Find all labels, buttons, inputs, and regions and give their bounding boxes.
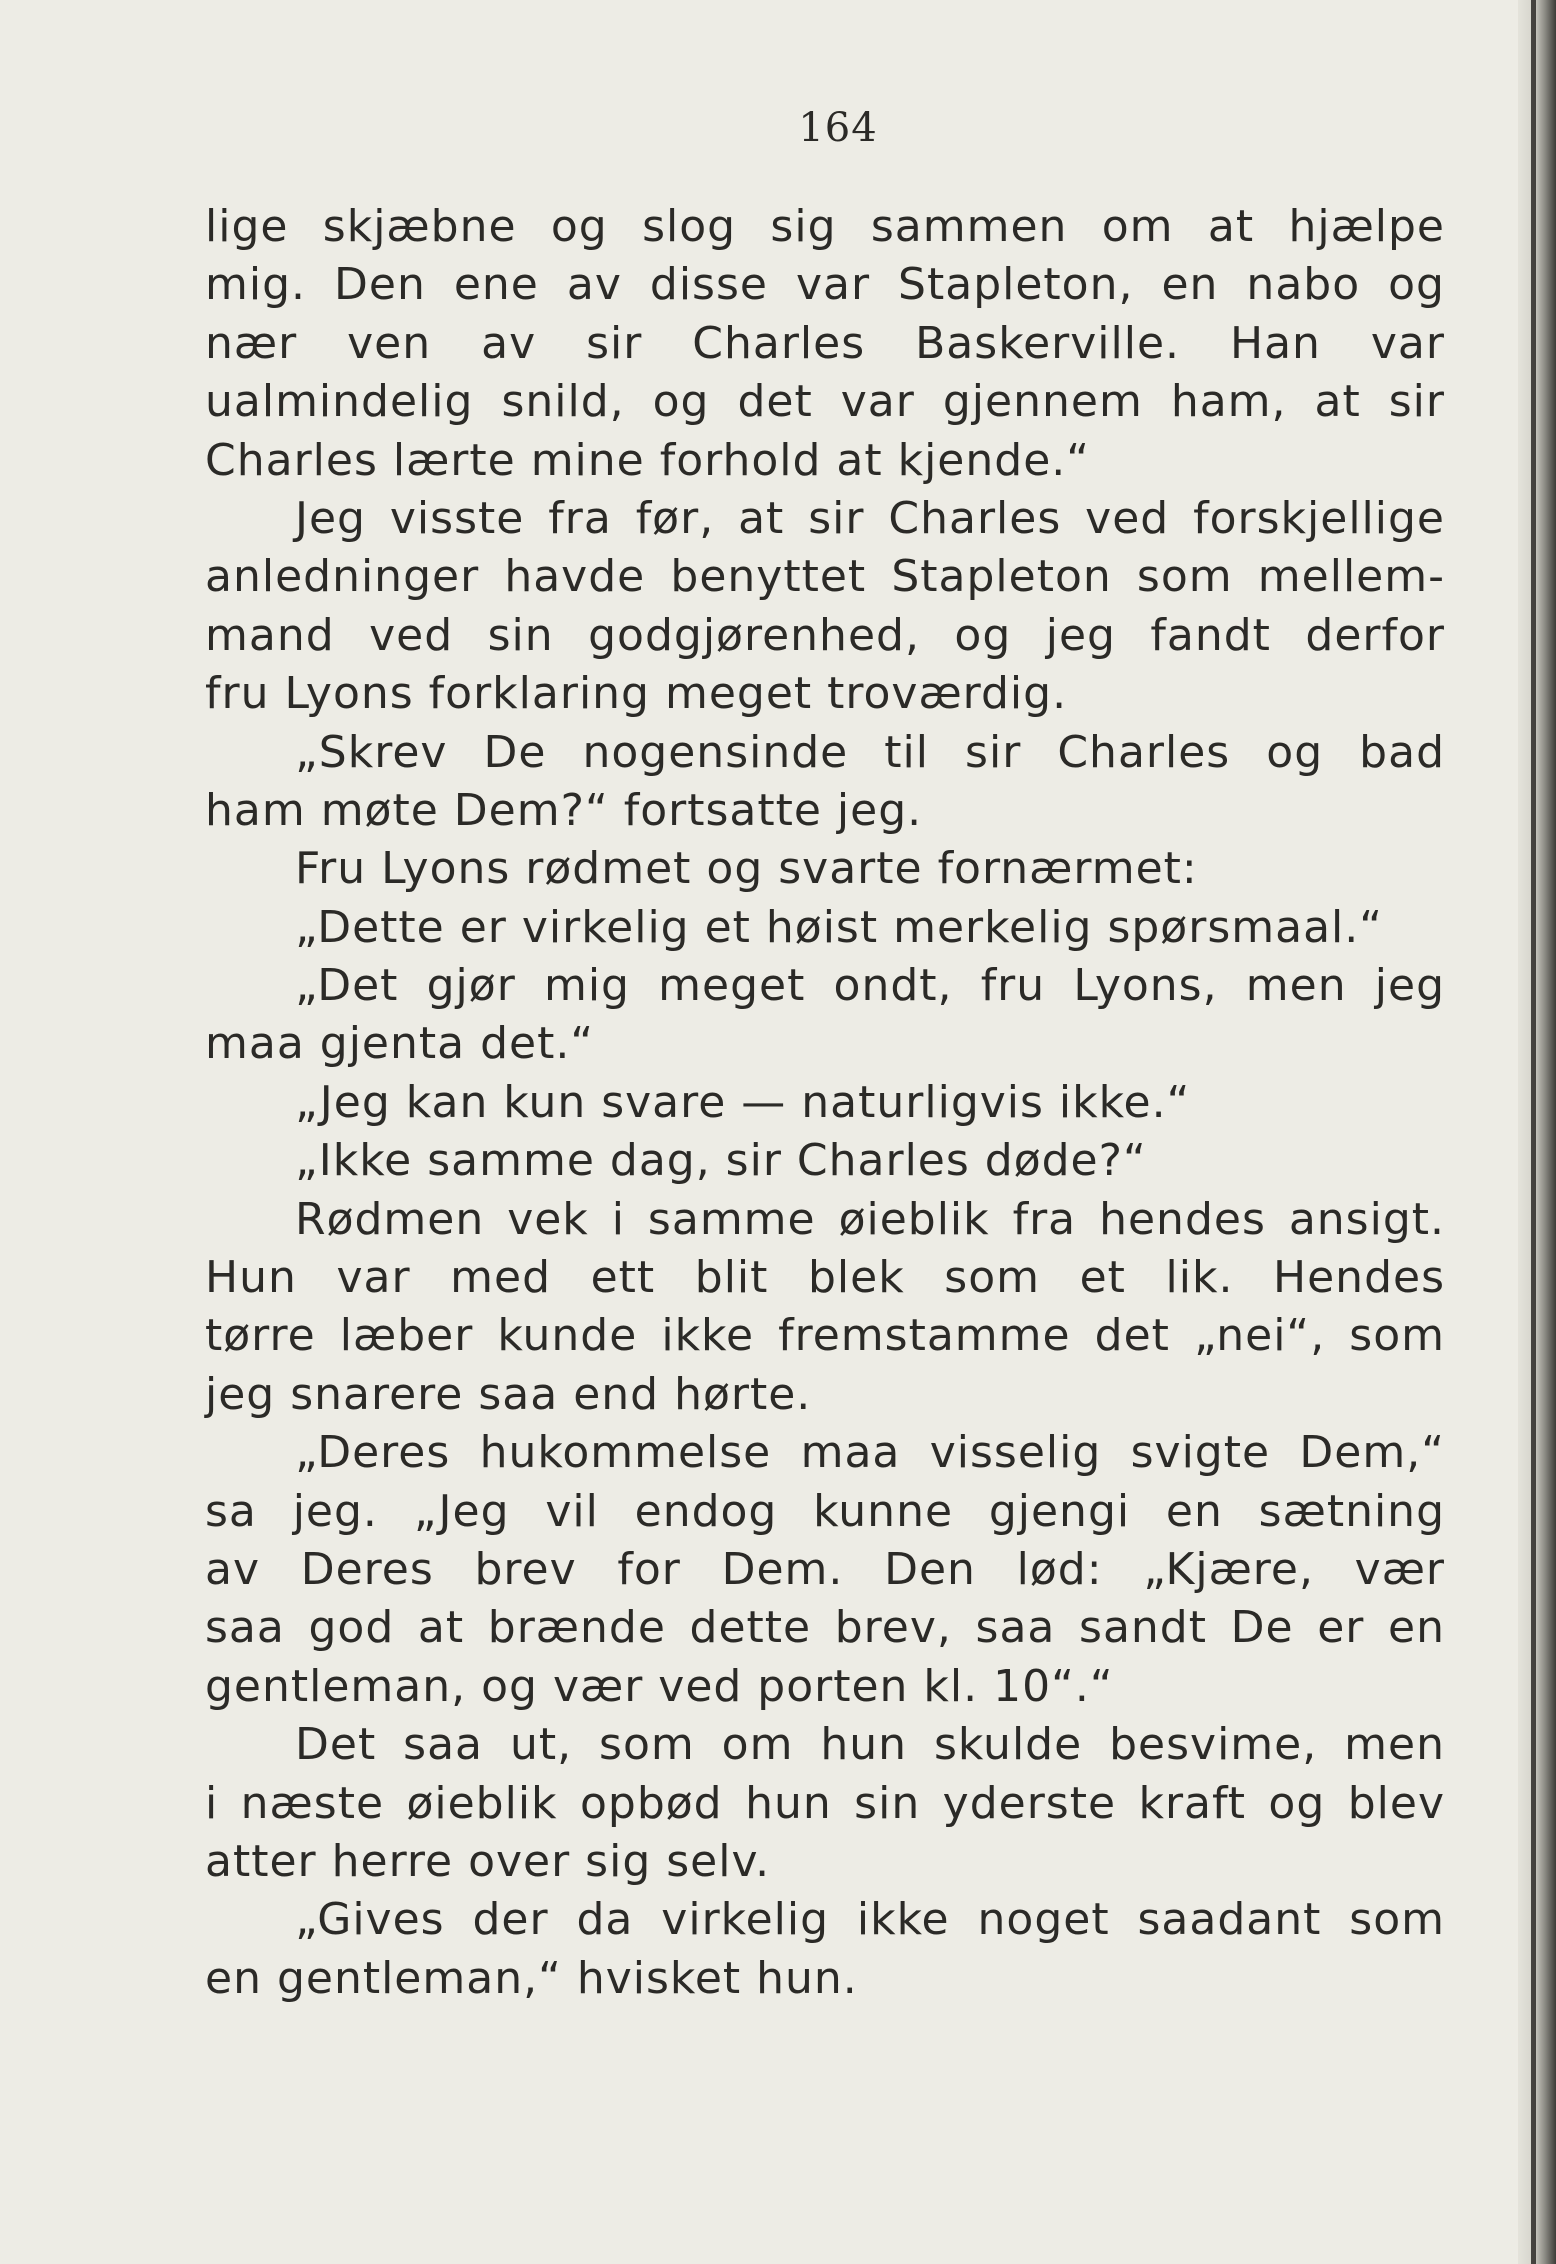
text-line: „Skrev De nogensinde til sir Charles og bad <box>295 726 1445 778</box>
text-line: „Deres hukommelse maa visselig svigte Dem,“ <box>295 1427 1445 1479</box>
text-line: „Gives der da virkelig ikke noget saadant som <box>295 1894 1445 1946</box>
text-line: gentleman, og vær ved porten kl. 10“.“ <box>205 1660 1114 1712</box>
text-line: sa jeg. „Jeg vil endog kunne gjengi en sætning <box>205 1485 1445 1537</box>
text-line: Det saa ut, som om hun skulde besvime, men <box>295 1719 1445 1771</box>
body-text <box>205 198 1445 2008</box>
text-line: „Jeg kan kun svare — naturligvis ikke.“ <box>295 1076 1191 1128</box>
text-line: mand ved sin godgjørenhed, og jeg fandt derfor <box>205 609 1445 661</box>
text-line: fru Lyons forklaring meget troværdig. <box>205 668 1068 720</box>
text-line: Rødmen vek i samme øieblik fra hendes ansigt. <box>295 1193 1445 1245</box>
text-line: saa god at brænde dette brev, saa sandt De er en <box>205 1602 1445 1654</box>
text-line: „Ikke samme dag, sir Charles døde?“ <box>295 1135 1147 1187</box>
text-line: Charles lærte mine forhold at kjende.“ <box>205 434 1091 486</box>
text-line: mig. Den ene av disse var Stapleton, en nabo og <box>205 259 1445 311</box>
text-line: maa gjenta det.“ <box>205 1018 595 1070</box>
text-line: ham møte Dem?“ fortsatte jeg. <box>205 784 923 836</box>
text-line: ualmindelig snild, og det var gjennem ham, at sir <box>205 376 1445 428</box>
text-line: lige skjæbne og slog sig sammen om at hjælpe <box>205 201 1445 252</box>
text-line: i næste øieblik opbød hun sin yderste kraft og blev <box>205 1777 1445 1829</box>
text-line: atter herre over sig selv. <box>205 1835 771 1887</box>
page-binding-line <box>1531 0 1536 2264</box>
text-line: „Dette er virkelig et høist merkelig spørsmaal.“ <box>295 901 1384 953</box>
text-line: anledninger havde benyttet Stapleton som mellem- <box>205 551 1445 603</box>
text-line: nær ven av sir Charles Baskerville. Han var <box>205 317 1445 369</box>
text-line: Jeg visste fra før, at sir Charles ved forskjellige <box>295 492 1445 544</box>
text-line: „Det gjør mig meget ondt, fru Lyons, men jeg <box>295 960 1445 1012</box>
text-line: jeg snarere saa end hørte. <box>205 1368 812 1420</box>
text-line: tørre læber kunde ikke fremstamme det „nei“, som <box>205 1310 1445 1362</box>
text-line: en gentleman,“ hvisket hun. <box>205 1952 858 2004</box>
text-line: av Deres brev for Dem. Den lød: „Kjære, vær <box>205 1543 1445 1595</box>
text-line: Fru Lyons rødmet og svarte fornærmet: <box>295 843 1198 895</box>
text-line: Hun var med ett blit blek som et lik. Hendes <box>205 1252 1445 1304</box>
page-edge-shadow <box>1518 0 1556 2264</box>
page-number: 164 <box>798 105 878 151</box>
